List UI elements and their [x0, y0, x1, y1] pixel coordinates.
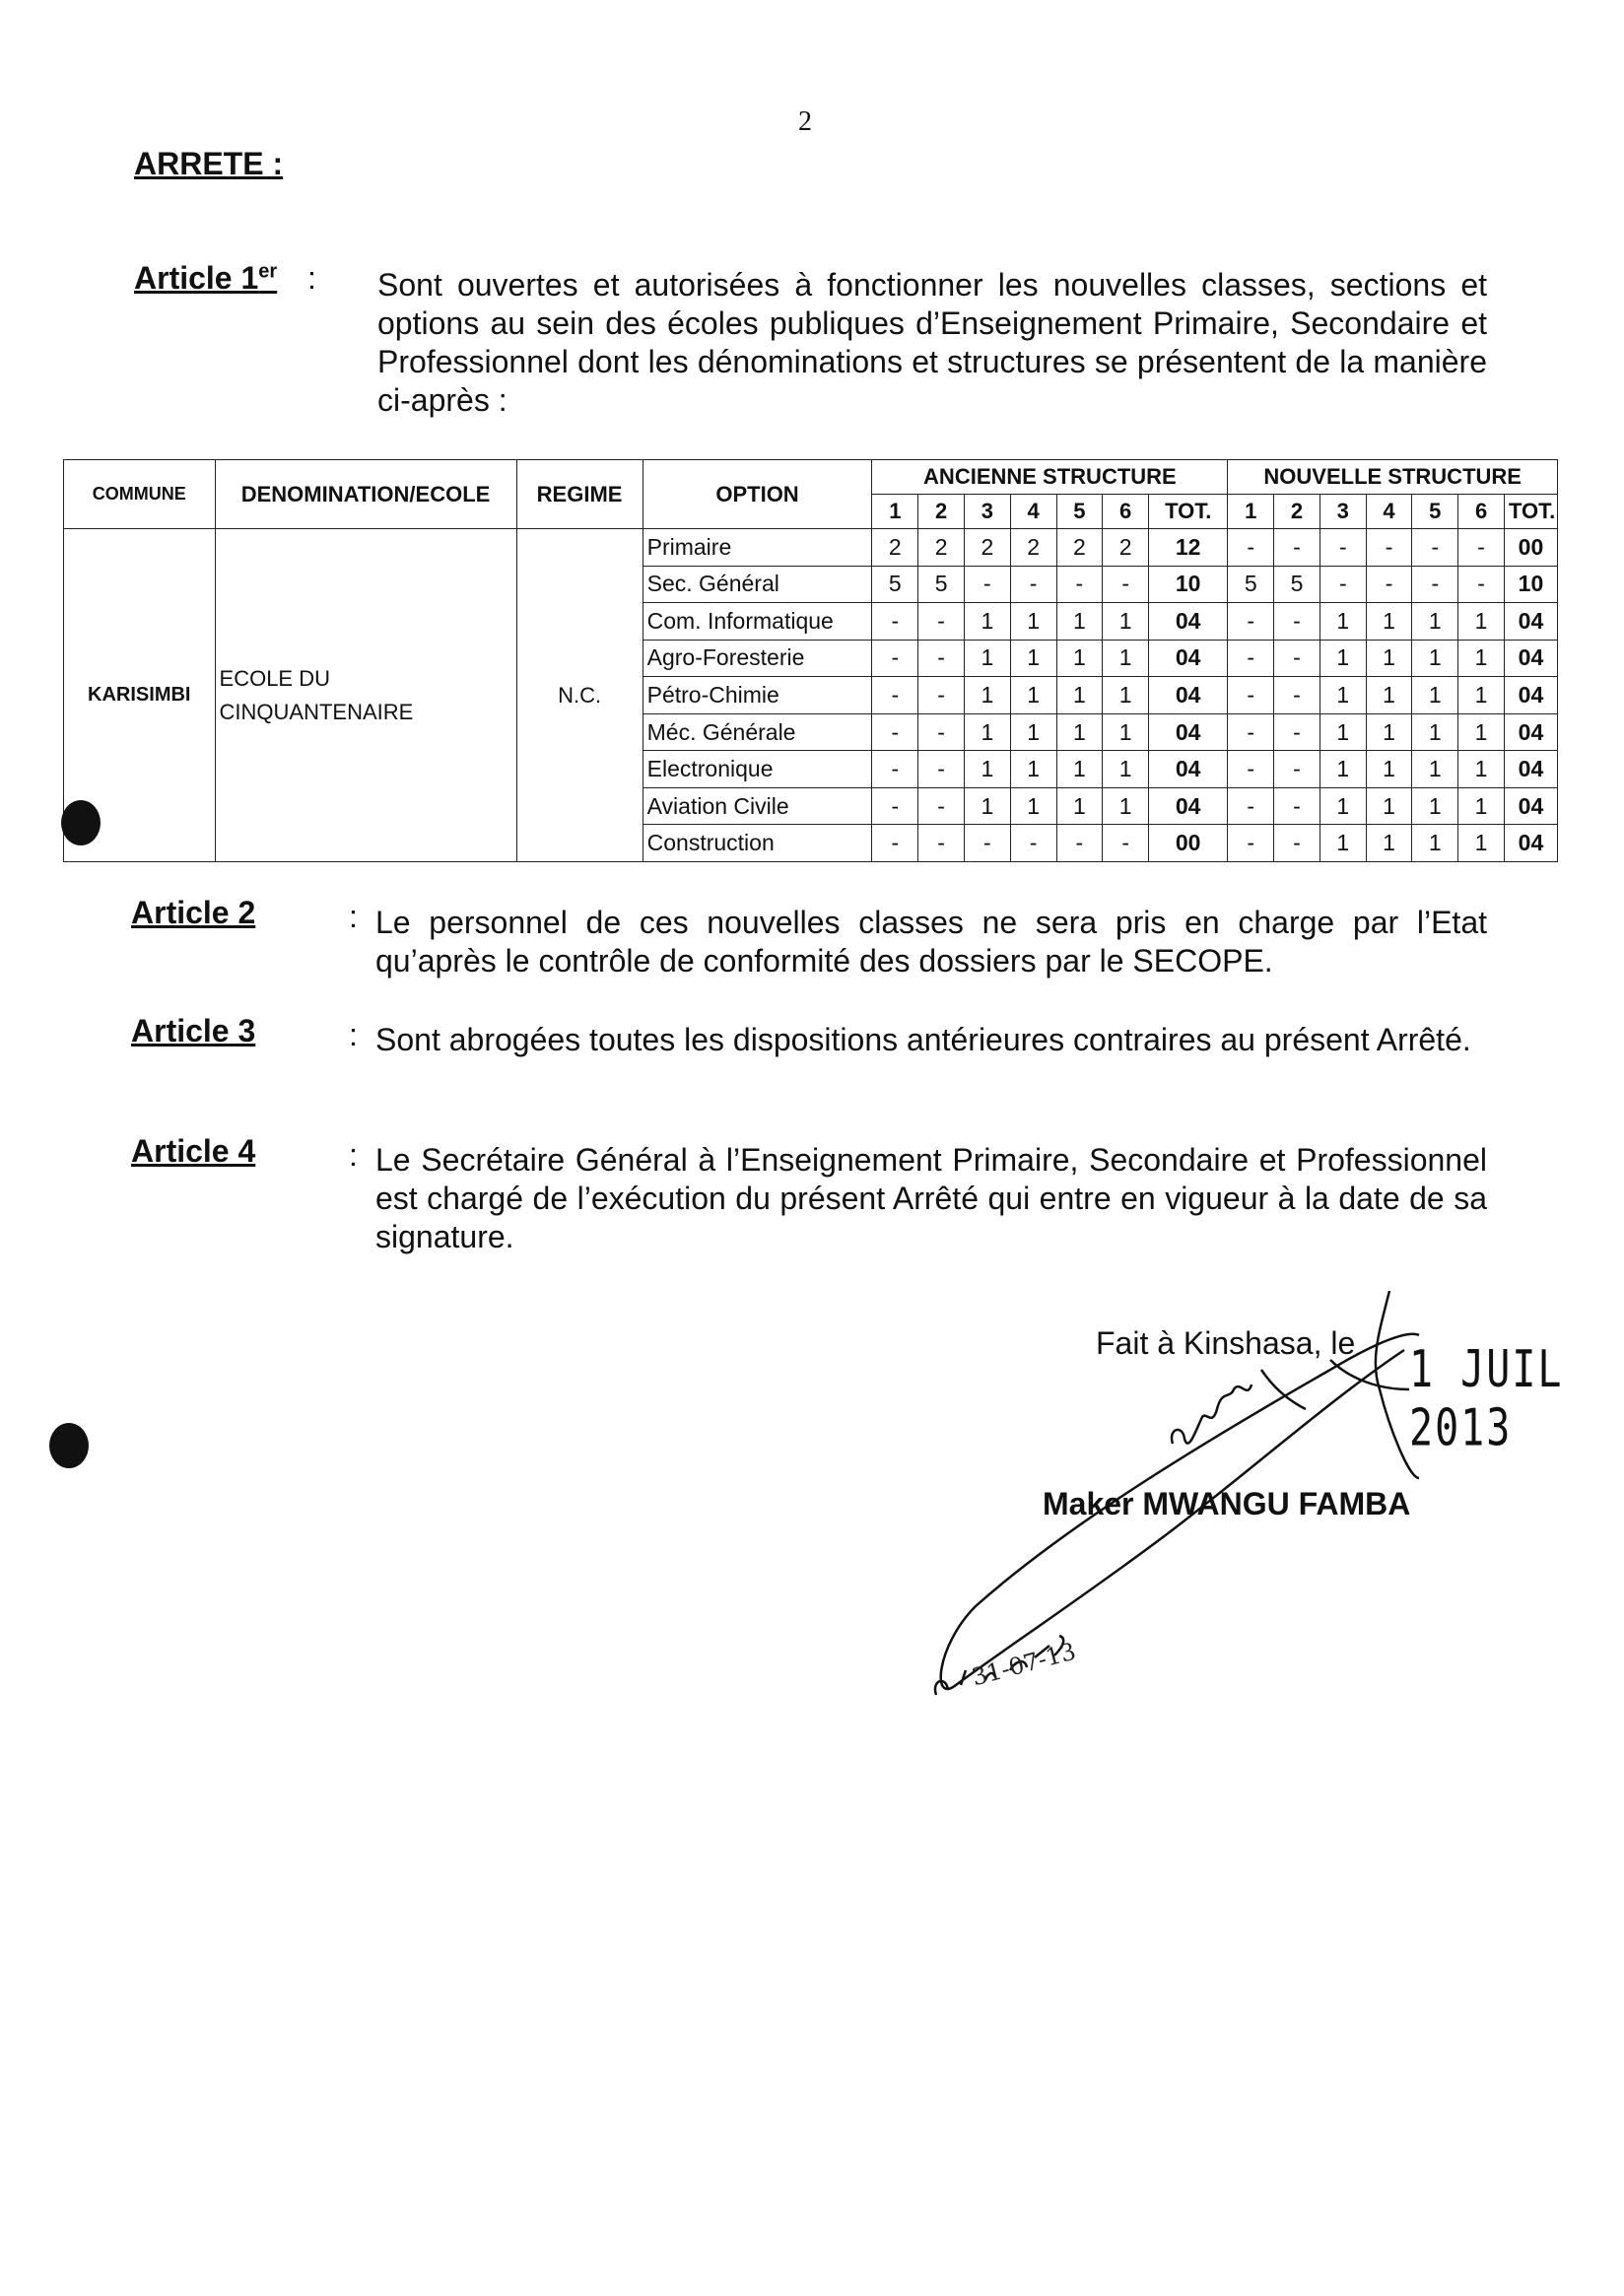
ancienne-year-2-cell: 5	[918, 566, 965, 603]
ancienne-year-2-cell: -	[918, 787, 965, 825]
header-ancienne-total: TOT.	[1149, 495, 1228, 529]
ancienne-year-3-cell: 1	[964, 640, 1010, 677]
date-stamp: 1 JUIL 2013	[1409, 1340, 1564, 1458]
nouvelle-year-2-cell: -	[1274, 603, 1320, 641]
article-2-label: Article 2	[131, 895, 256, 930]
nouvelle-year-3-cell: -	[1320, 566, 1366, 603]
ancienne-year-4-cell: 1	[1010, 677, 1056, 714]
nouvelle-year-4-cell: 1	[1366, 787, 1412, 825]
header-ancienne-year-3: 3	[964, 495, 1010, 529]
ancienne-year-4-cell: 1	[1010, 640, 1056, 677]
article-2-colon: :	[349, 899, 358, 934]
header-nouvelle-structure: NOUVELLE STRUCTURE	[1228, 460, 1558, 495]
nouvelle-year-6-cell: 1	[1458, 713, 1505, 751]
nouvelle-year-5-cell: -	[1412, 529, 1458, 567]
nouvelle-total-cell: 10	[1504, 566, 1557, 603]
header-regime: REGIME	[516, 460, 643, 529]
article-4-colon: :	[349, 1137, 358, 1173]
option-cell: Construction	[643, 825, 872, 862]
header-nouvelle-year-4: 4	[1366, 495, 1412, 529]
nouvelle-year-4-cell: -	[1366, 566, 1412, 603]
nouvelle-year-2-cell: -	[1274, 713, 1320, 751]
article-4-label: Article 4	[131, 1133, 256, 1169]
nouvelle-year-5-cell: 1	[1412, 751, 1458, 788]
nouvelle-year-3-cell: 1	[1320, 787, 1366, 825]
nouvelle-year-2-cell: -	[1274, 640, 1320, 677]
ancienne-total-cell: 04	[1149, 640, 1228, 677]
nouvelle-year-5-cell: 1	[1412, 640, 1458, 677]
nouvelle-year-5-cell: 1	[1412, 713, 1458, 751]
handwritten-signature	[916, 1291, 1468, 1715]
ancienne-year-1-cell: 5	[872, 566, 918, 603]
header-ancienne-year-4: 4	[1010, 495, 1056, 529]
ancienne-year-3-cell: -	[964, 825, 1010, 862]
ancienne-year-1-cell: -	[872, 825, 918, 862]
ancienne-year-2-cell: -	[918, 603, 965, 641]
header-ancienne-year-2: 2	[918, 495, 965, 529]
article-4-text: Le Secrétaire Général à l’Enseignement Primaire, Secondaire et Professionnel est chargé de l’exécution du présent Arrêté qui entre en vigueur à la date de sa signature.	[375, 1142, 1487, 1254]
ancienne-year-6-cell: -	[1103, 566, 1149, 603]
ancienne-year-6-cell: 1	[1103, 713, 1149, 751]
nouvelle-year-3-cell: 1	[1320, 640, 1366, 677]
nouvelle-year-4-cell: 1	[1366, 751, 1412, 788]
nouvelle-year-4-cell: 1	[1366, 677, 1412, 714]
ancienne-total-cell: 04	[1149, 677, 1228, 714]
signer-name: Maker MWANGU FAMBA	[1043, 1486, 1411, 1521]
ancienne-year-4-cell: 2	[1010, 529, 1056, 567]
option-cell: Pétro-Chimie	[643, 677, 872, 714]
nouvelle-year-1-cell: -	[1228, 529, 1274, 567]
ancienne-year-5-cell: 1	[1056, 640, 1103, 677]
ancienne-total-cell: 04	[1149, 787, 1228, 825]
ecole-cell: ECOLE DU CINQUANTENAIRE	[215, 529, 516, 862]
ancienne-total-cell: 12	[1149, 529, 1228, 567]
nouvelle-year-1-cell: -	[1228, 751, 1274, 788]
nouvelle-year-5-cell: -	[1412, 566, 1458, 603]
nouvelle-year-4-cell: 1	[1366, 713, 1412, 751]
nouvelle-total-cell: 04	[1504, 713, 1557, 751]
nouvelle-year-3-cell: 1	[1320, 825, 1366, 862]
ancienne-year-4-cell: 1	[1010, 751, 1056, 788]
ancienne-total-cell: 04	[1149, 603, 1228, 641]
article-1-text: Sont ouvertes et autorisées à fonctionner les nouvelles classes, sections et options au sein des écoles publiques d’Enseignement Primaire, Secondaire et Professionnel dont les dénominations et structures se présentent de la manière ci-après :	[377, 267, 1487, 418]
table-row	[64, 529, 1558, 567]
nouvelle-total-cell: 04	[1504, 603, 1557, 641]
nouvelle-year-5-cell: 1	[1412, 825, 1458, 862]
nouvelle-year-4-cell: 1	[1366, 640, 1412, 677]
decree-heading: ARRETE :	[134, 146, 284, 181]
nouvelle-total-cell: 00	[1504, 529, 1557, 567]
ancienne-year-2-cell: -	[918, 677, 965, 714]
nouvelle-year-1-cell: -	[1228, 677, 1274, 714]
ancienne-year-3-cell: 1	[964, 677, 1010, 714]
nouvelle-year-2-cell: -	[1274, 677, 1320, 714]
header-nouvelle-year-6: 6	[1458, 495, 1505, 529]
nouvelle-year-2-cell: 5	[1274, 566, 1320, 603]
ancienne-year-2-cell: -	[918, 751, 965, 788]
header-ecole: DENOMINATION/ECOLE	[215, 460, 516, 529]
ancienne-year-2-cell: -	[918, 640, 965, 677]
ancienne-year-1-cell: -	[872, 751, 918, 788]
ancienne-year-5-cell: -	[1056, 566, 1103, 603]
nouvelle-year-1-cell: -	[1228, 825, 1274, 862]
article-1-colon: :	[307, 260, 316, 296]
ancienne-year-5-cell: 1	[1056, 603, 1103, 641]
option-cell: Electronique	[643, 751, 872, 788]
option-cell: Aviation Civile	[643, 787, 872, 825]
nouvelle-year-2-cell: -	[1274, 529, 1320, 567]
nouvelle-year-5-cell: 1	[1412, 787, 1458, 825]
ancienne-year-3-cell: 2	[964, 529, 1010, 567]
article-3-text: Sont abrogées toutes les dispositions antérieures contraires au présent Arrêté.	[375, 1022, 1471, 1057]
scan-hole-mark	[49, 1423, 89, 1468]
handwritten-date: 31-07-13	[969, 1637, 1079, 1692]
header-nouvelle-year-5: 5	[1412, 495, 1458, 529]
ancienne-year-5-cell: 1	[1056, 677, 1103, 714]
ancienne-year-3-cell: 1	[964, 751, 1010, 788]
ancienne-year-3-cell: 1	[964, 603, 1010, 641]
header-ancienne-structure: ANCIENNE STRUCTURE	[872, 460, 1228, 495]
nouvelle-year-1-cell: -	[1228, 787, 1274, 825]
header-ancienne-year-1: 1	[872, 495, 918, 529]
ancienne-total-cell: 04	[1149, 713, 1228, 751]
regime-cell: N.C.	[516, 529, 643, 862]
ancienne-year-4-cell: 1	[1010, 603, 1056, 641]
nouvelle-year-1-cell: 5	[1228, 566, 1274, 603]
nouvelle-total-cell: 04	[1504, 677, 1557, 714]
header-nouvelle-year-3: 3	[1320, 495, 1366, 529]
nouvelle-year-2-cell: -	[1274, 751, 1320, 788]
article-3-label: Article 3	[131, 1013, 256, 1048]
nouvelle-total-cell: 04	[1504, 640, 1557, 677]
header-option: OPTION	[643, 460, 872, 529]
nouvelle-year-3-cell: 1	[1320, 677, 1366, 714]
ancienne-year-6-cell: 1	[1103, 603, 1149, 641]
header-commune: COMMUNE	[64, 460, 216, 529]
place-and-date-label: Fait à Kinshasa, le	[1096, 1325, 1356, 1361]
option-cell: Primaire	[643, 529, 872, 567]
nouvelle-year-6-cell: 1	[1458, 787, 1505, 825]
ancienne-year-1-cell: 2	[872, 529, 918, 567]
header-nouvelle-total: TOT.	[1504, 495, 1557, 529]
nouvelle-year-3-cell: 1	[1320, 751, 1366, 788]
header-nouvelle-year-1: 1	[1228, 495, 1274, 529]
option-cell: Com. Informatique	[643, 603, 872, 641]
ancienne-year-5-cell: 1	[1056, 751, 1103, 788]
nouvelle-year-6-cell: 1	[1458, 751, 1505, 788]
ancienne-year-2-cell: 2	[918, 529, 965, 567]
ancienne-year-6-cell: 1	[1103, 751, 1149, 788]
nouvelle-year-1-cell: -	[1228, 713, 1274, 751]
ancienne-year-1-cell: -	[872, 677, 918, 714]
option-cell: Agro-Foresterie	[643, 640, 872, 677]
structure-table	[63, 459, 1558, 862]
header-nouvelle-year-2: 2	[1274, 495, 1320, 529]
option-cell: Sec. Général	[643, 566, 872, 603]
ancienne-year-2-cell: -	[918, 825, 965, 862]
nouvelle-year-6-cell: 1	[1458, 640, 1505, 677]
ancienne-year-3-cell: 1	[964, 713, 1010, 751]
ancienne-year-6-cell: -	[1103, 825, 1149, 862]
nouvelle-year-4-cell: 1	[1366, 825, 1412, 862]
ancienne-year-4-cell: 1	[1010, 713, 1056, 751]
ancienne-year-5-cell: 1	[1056, 713, 1103, 751]
nouvelle-year-3-cell: 1	[1320, 713, 1366, 751]
nouvelle-year-1-cell: -	[1228, 640, 1274, 677]
page-number: 2	[798, 106, 812, 137]
ancienne-total-cell: 10	[1149, 566, 1228, 603]
nouvelle-year-4-cell: -	[1366, 529, 1412, 567]
nouvelle-year-2-cell: -	[1274, 787, 1320, 825]
scan-hole-mark	[61, 800, 101, 845]
nouvelle-year-2-cell: -	[1274, 825, 1320, 862]
ancienne-year-6-cell: 1	[1103, 640, 1149, 677]
nouvelle-year-1-cell: -	[1228, 603, 1274, 641]
nouvelle-year-4-cell: 1	[1366, 603, 1412, 641]
ancienne-year-4-cell: 1	[1010, 787, 1056, 825]
ancienne-year-5-cell: 1	[1056, 787, 1103, 825]
nouvelle-year-3-cell: -	[1320, 529, 1366, 567]
ancienne-year-6-cell: 2	[1103, 529, 1149, 567]
nouvelle-total-cell: 04	[1504, 751, 1557, 788]
ancienne-year-3-cell: -	[964, 566, 1010, 603]
nouvelle-year-3-cell: 1	[1320, 603, 1366, 641]
nouvelle-year-5-cell: 1	[1412, 677, 1458, 714]
ancienne-year-4-cell: -	[1010, 825, 1056, 862]
nouvelle-year-6-cell: -	[1458, 529, 1505, 567]
article-1-label: Article 1er	[134, 260, 278, 296]
ancienne-year-1-cell: -	[872, 787, 918, 825]
ancienne-year-5-cell: 2	[1056, 529, 1103, 567]
article-3-colon: :	[349, 1017, 358, 1052]
header-ancienne-year-6: 6	[1103, 495, 1149, 529]
header-ancienne-year-5: 5	[1056, 495, 1103, 529]
nouvelle-year-6-cell: -	[1458, 566, 1505, 603]
ancienne-year-5-cell: -	[1056, 825, 1103, 862]
ancienne-year-2-cell: -	[918, 713, 965, 751]
option-cell: Méc. Générale	[643, 713, 872, 751]
nouvelle-year-6-cell: 1	[1458, 825, 1505, 862]
nouvelle-total-cell: 04	[1504, 825, 1557, 862]
nouvelle-year-6-cell: 1	[1458, 677, 1505, 714]
commune-cell: KARISIMBI	[64, 529, 216, 862]
ancienne-total-cell: 00	[1149, 825, 1228, 862]
ancienne-year-4-cell: -	[1010, 566, 1056, 603]
ancienne-year-3-cell: 1	[964, 787, 1010, 825]
nouvelle-year-6-cell: 1	[1458, 603, 1505, 641]
nouvelle-total-cell: 04	[1504, 787, 1557, 825]
ancienne-year-6-cell: 1	[1103, 677, 1149, 714]
ancienne-year-1-cell: -	[872, 603, 918, 641]
nouvelle-year-5-cell: 1	[1412, 603, 1458, 641]
ancienne-year-1-cell: -	[872, 713, 918, 751]
ancienne-total-cell: 04	[1149, 751, 1228, 788]
article-2-text: Le personnel de ces nouvelles classes ne sera pris en charge par l’Etat qu’après le contrôle de conformité des dossiers par le SECOPE.	[375, 905, 1487, 979]
ancienne-year-6-cell: 1	[1103, 787, 1149, 825]
ancienne-year-1-cell: -	[872, 640, 918, 677]
